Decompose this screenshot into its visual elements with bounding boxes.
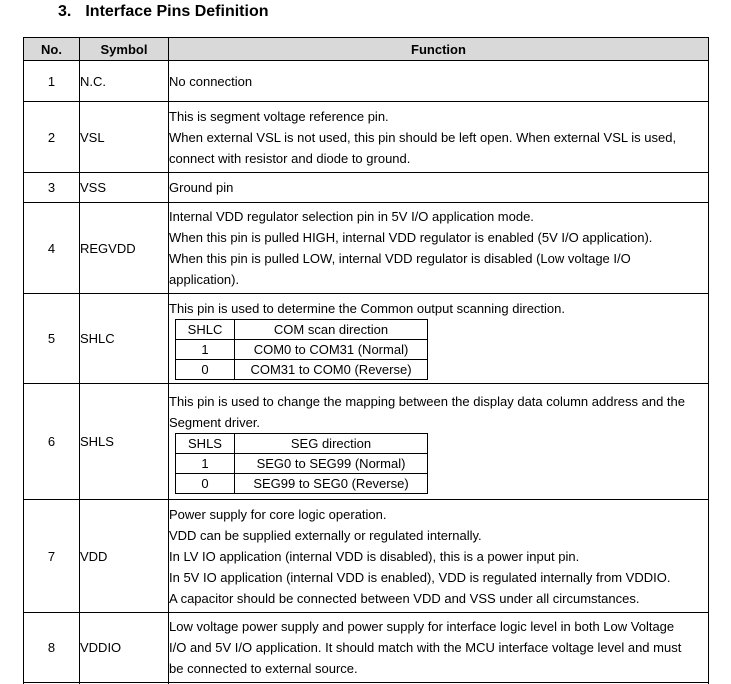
shls-subtable <box>175 433 428 494</box>
subtable-cell: 0 <box>176 473 235 493</box>
subtable-cell: COM31 to COM0 (Reverse) <box>235 360 428 380</box>
pin-number: 2 <box>24 102 80 173</box>
shlc-subtable <box>175 319 428 380</box>
pin-symbol: VSS <box>80 173 169 203</box>
function-line: Segment driver. <box>169 414 261 430</box>
pin-number: 4 <box>24 203 80 294</box>
pin-number: 6 <box>24 384 80 500</box>
pin-function <box>169 613 709 683</box>
subtable-cell: 0 <box>176 360 235 380</box>
function-line: I/O and 5V I/O application. It should match with the MCU interface voltage level and must <box>169 640 682 655</box>
function-line: This is segment voltage reference pin. <box>169 108 389 124</box>
table-row <box>24 384 709 500</box>
subtable-cell: 1 <box>176 340 235 360</box>
header-symbol: Symbol <box>80 38 169 61</box>
function-line: application). <box>169 272 240 287</box>
subtable-cell: SEG99 to SEG0 (Reverse) <box>235 473 428 493</box>
function-line: Power supply for core logic operation. <box>169 506 387 522</box>
function-line: Low voltage power supply and power supply for interface logic level in both Low Voltage <box>169 619 675 634</box>
function-line: This pin is used to determine the Common output scanning direction. <box>169 301 565 316</box>
subtable-cell: SEG0 to SEG99 (Normal) <box>235 453 428 473</box>
pin-function <box>169 102 709 173</box>
pin-number: 7 <box>24 500 80 613</box>
pin-definition-table <box>23 37 709 683</box>
pin-function <box>169 294 709 384</box>
pin-function <box>169 500 709 613</box>
table-row <box>24 102 709 173</box>
function-line: When this pin is pulled LOW, internal VDD regulator is disabled (Low voltage I/O <box>169 251 631 266</box>
pin-number: 5 <box>24 294 80 384</box>
table-row <box>24 61 709 102</box>
pin-symbol: VDDIO <box>80 613 169 683</box>
subtable-header: SEG direction <box>235 433 428 453</box>
pin-function <box>169 61 709 102</box>
function-line: A capacitor should be connected between VDD and VSS under all circumstances. <box>169 590 640 606</box>
section-title: Interface Pins Definition <box>85 3 269 20</box>
subtable-header: SHLS <box>176 433 235 453</box>
pin-function <box>169 384 709 500</box>
subtable-header: SHLC <box>176 320 235 340</box>
section-number: 3. <box>58 3 72 20</box>
function-line: When this pin is pulled HIGH, internal VDD regulator is enabled (5V I/O application). <box>169 230 653 245</box>
function-line: connect with resistor and diode to ground. <box>169 150 411 166</box>
table-row <box>24 613 709 683</box>
function-line: In 5V IO application (internal VDD is enabled), VDD is regulated internally from VDDIO. <box>169 569 671 585</box>
table-row <box>24 203 709 294</box>
subtable-header: COM scan direction <box>235 320 428 340</box>
table-row <box>24 500 709 613</box>
pin-function <box>169 173 709 203</box>
section-heading <box>58 3 268 21</box>
subtable-cell: COM0 to COM31 (Normal) <box>235 340 428 360</box>
table-header-row <box>24 38 709 61</box>
pin-number: 8 <box>24 613 80 683</box>
function-line: be connected to external source. <box>169 661 358 676</box>
function-line: Ground pin <box>169 180 234 195</box>
table-continuation <box>23 676 709 684</box>
header-function: Function <box>169 38 709 61</box>
function-line: This pin is used to change the mapping between the display data column address and the <box>169 393 686 409</box>
pin-function <box>169 203 709 294</box>
function-line: When external VSL is not used, this pin should be left open. When external VSL is used, <box>169 129 677 145</box>
function-line: Internal VDD regulator selection pin in 5V I/O application mode. <box>169 209 534 224</box>
pin-symbol: SHLS <box>80 384 169 500</box>
function-line: In LV IO application (internal VDD is disabled), this is a power input pin. <box>169 548 580 564</box>
table-row <box>24 294 709 384</box>
table-row <box>24 173 709 203</box>
pin-number: 3 <box>24 173 80 203</box>
function-line: No connection <box>169 73 253 89</box>
pin-number: 1 <box>24 61 80 102</box>
pin-symbol: REGVDD <box>80 203 169 294</box>
function-line: VDD can be supplied externally or regulated internally. <box>169 527 482 543</box>
pin-symbol: SHLC <box>80 294 169 384</box>
pin-symbol: VDD <box>80 500 169 613</box>
header-no: No. <box>24 38 80 61</box>
pin-symbol: N.C. <box>80 61 169 102</box>
subtable-cell: 1 <box>176 453 235 473</box>
pin-symbol: VSL <box>80 102 169 173</box>
